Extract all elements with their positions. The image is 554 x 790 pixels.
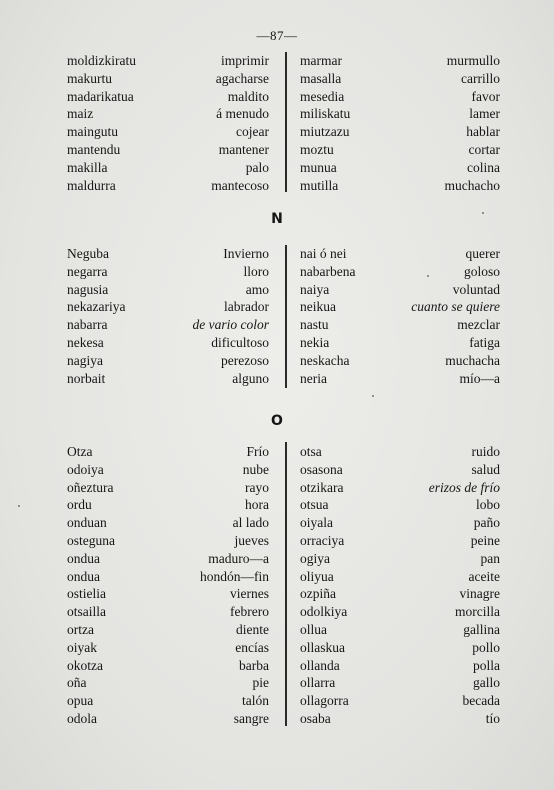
basque-term: ollua — [300, 622, 327, 637]
spanish-translation: lamer — [469, 106, 500, 122]
paper-speck — [427, 275, 429, 277]
spanish-translation: pie — [252, 675, 269, 691]
spanish-translation: morcilla — [455, 604, 500, 620]
basque-term: odola — [67, 711, 97, 726]
basque-term: makurtu — [67, 70, 112, 86]
basque-term: oiyak — [67, 639, 97, 655]
basque-term: otsua — [300, 497, 329, 513]
basque-term: neria — [300, 370, 327, 386]
basque-term: mutilla — [300, 177, 339, 193]
basque-term: ondua — [67, 568, 100, 584]
spanish-translation: salud — [471, 461, 500, 477]
entry-row — [0, 657, 554, 675]
basque-term: Neguba — [67, 246, 109, 261]
entry-row — [0, 514, 554, 532]
spanish-translation: tío — [485, 711, 500, 726]
entry-row — [0, 88, 554, 106]
spanish-translation: erizos de frío — [428, 479, 500, 495]
spanish-translation: encías — [235, 639, 269, 655]
spanish-translation: fatiga — [469, 335, 500, 350]
paper-speck — [18, 505, 20, 507]
spanish-translation: polla — [473, 657, 500, 673]
spanish-translation: Frío — [246, 444, 269, 459]
basque-term: mesedia — [300, 88, 345, 104]
spanish-translation: mezclar — [457, 317, 500, 333]
entry-row — [0, 281, 554, 299]
basque-term: ondua — [67, 550, 100, 566]
spanish-translation: sangre — [233, 711, 269, 726]
basque-term: nabarra — [67, 317, 108, 333]
entry-row — [0, 141, 554, 159]
spanish-translation: barba — [239, 657, 269, 673]
basque-term: otsa — [300, 444, 322, 459]
letter-heading-n: N — [271, 211, 283, 227]
page-number: —87— — [256, 28, 298, 43]
spanish-translation: aceite — [468, 568, 500, 584]
basque-term: miliskatu — [300, 106, 351, 122]
entry-row — [0, 177, 554, 195]
entry-row — [0, 568, 554, 586]
spanish-translation: querer — [465, 246, 500, 261]
basque-term: makilla — [67, 159, 108, 175]
basque-term: nagiya — [67, 352, 103, 368]
spanish-translation: cojear — [236, 124, 269, 140]
basque-term: orraciya — [300, 533, 345, 548]
spanish-translation: maduro—a — [208, 550, 269, 566]
basque-term: Otza — [67, 444, 93, 459]
basque-term: ollarra — [300, 675, 336, 691]
basque-term: ollagorra — [300, 693, 349, 709]
entry-row — [0, 479, 554, 497]
spanish-translation: viernes — [230, 586, 269, 602]
basque-term: miutzazu — [300, 124, 350, 140]
spanish-translation: perezoso — [221, 352, 269, 368]
paper-speck — [372, 395, 374, 397]
spanish-translation: rayo — [245, 479, 269, 495]
spanish-translation: de vario color — [192, 317, 269, 333]
basque-term: ortza — [67, 622, 94, 637]
entry-row — [0, 692, 554, 710]
basque-term: negarra — [67, 263, 108, 279]
spanish-translation: vinagre — [459, 586, 500, 602]
spanish-translation: maldito — [227, 88, 269, 104]
basque-term: nagusia — [67, 281, 109, 297]
basque-term: madarikatua — [67, 88, 134, 104]
basque-term: osteguna — [67, 533, 115, 548]
spanish-translation: alguno — [232, 370, 269, 386]
entry-row — [0, 316, 554, 334]
entry-row — [0, 639, 554, 657]
entry-row — [0, 710, 554, 728]
basque-term: ostielia — [67, 586, 106, 602]
entry-row — [0, 674, 554, 692]
spanish-translation: febrero — [230, 604, 269, 620]
spanish-translation: á menudo — [216, 106, 269, 122]
letter-heading-o: O — [271, 413, 283, 429]
basque-term: ogiya — [300, 550, 330, 566]
basque-term: ordu — [67, 497, 92, 513]
basque-term: munua — [300, 159, 337, 175]
spanish-translation: al lado — [232, 515, 269, 531]
basque-term: ollanda — [300, 657, 340, 673]
basque-term: nai ó nei — [300, 246, 347, 261]
spanish-translation: amo — [245, 281, 269, 297]
spanish-translation: voluntad — [452, 281, 500, 297]
entry-row — [0, 443, 554, 461]
entry-row — [0, 585, 554, 603]
basque-term: odolkiya — [300, 604, 348, 620]
entry-row — [0, 105, 554, 123]
entry-row — [0, 70, 554, 88]
basque-term: okotza — [67, 657, 103, 673]
spanish-translation: muchacha — [445, 352, 500, 368]
basque-term: moztu — [300, 142, 334, 157]
spanish-translation: lloro — [243, 263, 269, 279]
spanish-translation: favor — [471, 88, 500, 104]
basque-term: nekia — [300, 335, 330, 350]
basque-term: maldurra — [67, 177, 116, 193]
entry-row — [0, 298, 554, 316]
basque-term: odoiya — [67, 461, 104, 477]
basque-term: onduan — [67, 515, 107, 531]
entry-row — [0, 621, 554, 639]
basque-term: ollaskua — [300, 639, 345, 655]
basque-term: nekesa — [67, 335, 104, 350]
basque-term: oña — [67, 675, 87, 691]
spanish-translation: murmullo — [446, 53, 500, 68]
spanish-translation: peine — [470, 533, 500, 548]
basque-term: ozpiña — [300, 586, 336, 602]
spanish-translation: agacharse — [215, 70, 269, 86]
entry-row — [0, 603, 554, 621]
spanish-translation: hora — [245, 497, 269, 513]
entry-row — [0, 550, 554, 568]
basque-term: moldizkiratu — [67, 53, 136, 68]
entry-row — [0, 159, 554, 177]
spanish-translation: hablar — [466, 124, 500, 140]
entry-row — [0, 532, 554, 550]
spanish-translation: dificultoso — [211, 335, 269, 350]
spanish-translation: palo — [245, 159, 269, 175]
spanish-translation: colina — [467, 159, 500, 175]
entry-row — [0, 334, 554, 352]
spanish-translation: jueves — [234, 533, 269, 548]
entry-row — [0, 370, 554, 388]
basque-term: oiyala — [300, 515, 333, 531]
paper-speck — [482, 212, 484, 214]
spanish-translation: talón — [242, 693, 269, 709]
basque-term: osaba — [300, 711, 331, 726]
basque-term: masalla — [300, 70, 342, 86]
spanish-translation: becada — [462, 693, 500, 709]
basque-term: oliyua — [300, 568, 334, 584]
basque-term: naiya — [300, 281, 330, 297]
entry-row — [0, 245, 554, 263]
entry-row — [0, 123, 554, 141]
basque-term: oñeztura — [67, 479, 114, 495]
spanish-translation: ruido — [471, 444, 500, 459]
basque-term: opua — [67, 693, 94, 709]
basque-term: maiz — [67, 106, 94, 122]
basque-term: nekazariya — [67, 299, 126, 315]
basque-term: otzikara — [300, 479, 344, 495]
spanish-translation: carrillo — [461, 70, 500, 86]
basque-term: norbait — [67, 370, 106, 386]
entry-row — [0, 52, 554, 70]
basque-term: maingutu — [67, 124, 118, 140]
spanish-translation: cuanto se quiere — [411, 299, 500, 315]
spanish-translation: pollo — [472, 639, 500, 655]
spanish-translation: paño — [473, 515, 500, 531]
spanish-translation: nube — [242, 461, 269, 477]
spanish-translation: mantecoso — [211, 177, 269, 193]
spanish-translation: pan — [480, 550, 500, 566]
spanish-translation: mío—a — [459, 370, 500, 386]
basque-term: nastu — [300, 317, 329, 333]
entry-row — [0, 263, 554, 281]
spanish-translation: gallo — [473, 675, 500, 691]
spanish-translation: diente — [236, 622, 269, 637]
basque-term: neikua — [300, 299, 336, 315]
spanish-translation: mantener — [218, 142, 269, 157]
basque-term: marmar — [300, 53, 342, 68]
spanish-translation: labrador — [224, 299, 269, 315]
spanish-translation: cortar — [468, 142, 500, 157]
basque-term: neskacha — [300, 352, 350, 368]
entry-row — [0, 461, 554, 479]
basque-term: mantendu — [67, 142, 121, 157]
entry-row — [0, 352, 554, 370]
basque-term: otsailla — [67, 604, 106, 620]
basque-term: osasona — [300, 461, 343, 477]
spanish-translation: imprimir — [221, 53, 269, 68]
entry-row — [0, 496, 554, 514]
spanish-translation: gallina — [463, 622, 500, 637]
spanish-translation: goloso — [463, 263, 500, 279]
spanish-translation: hondón—fin — [200, 568, 269, 584]
spanish-translation: lobo — [475, 497, 500, 513]
basque-term: nabarbena — [300, 263, 356, 279]
spanish-translation: muchacho — [444, 177, 500, 193]
spanish-translation: Invierno — [223, 246, 269, 261]
